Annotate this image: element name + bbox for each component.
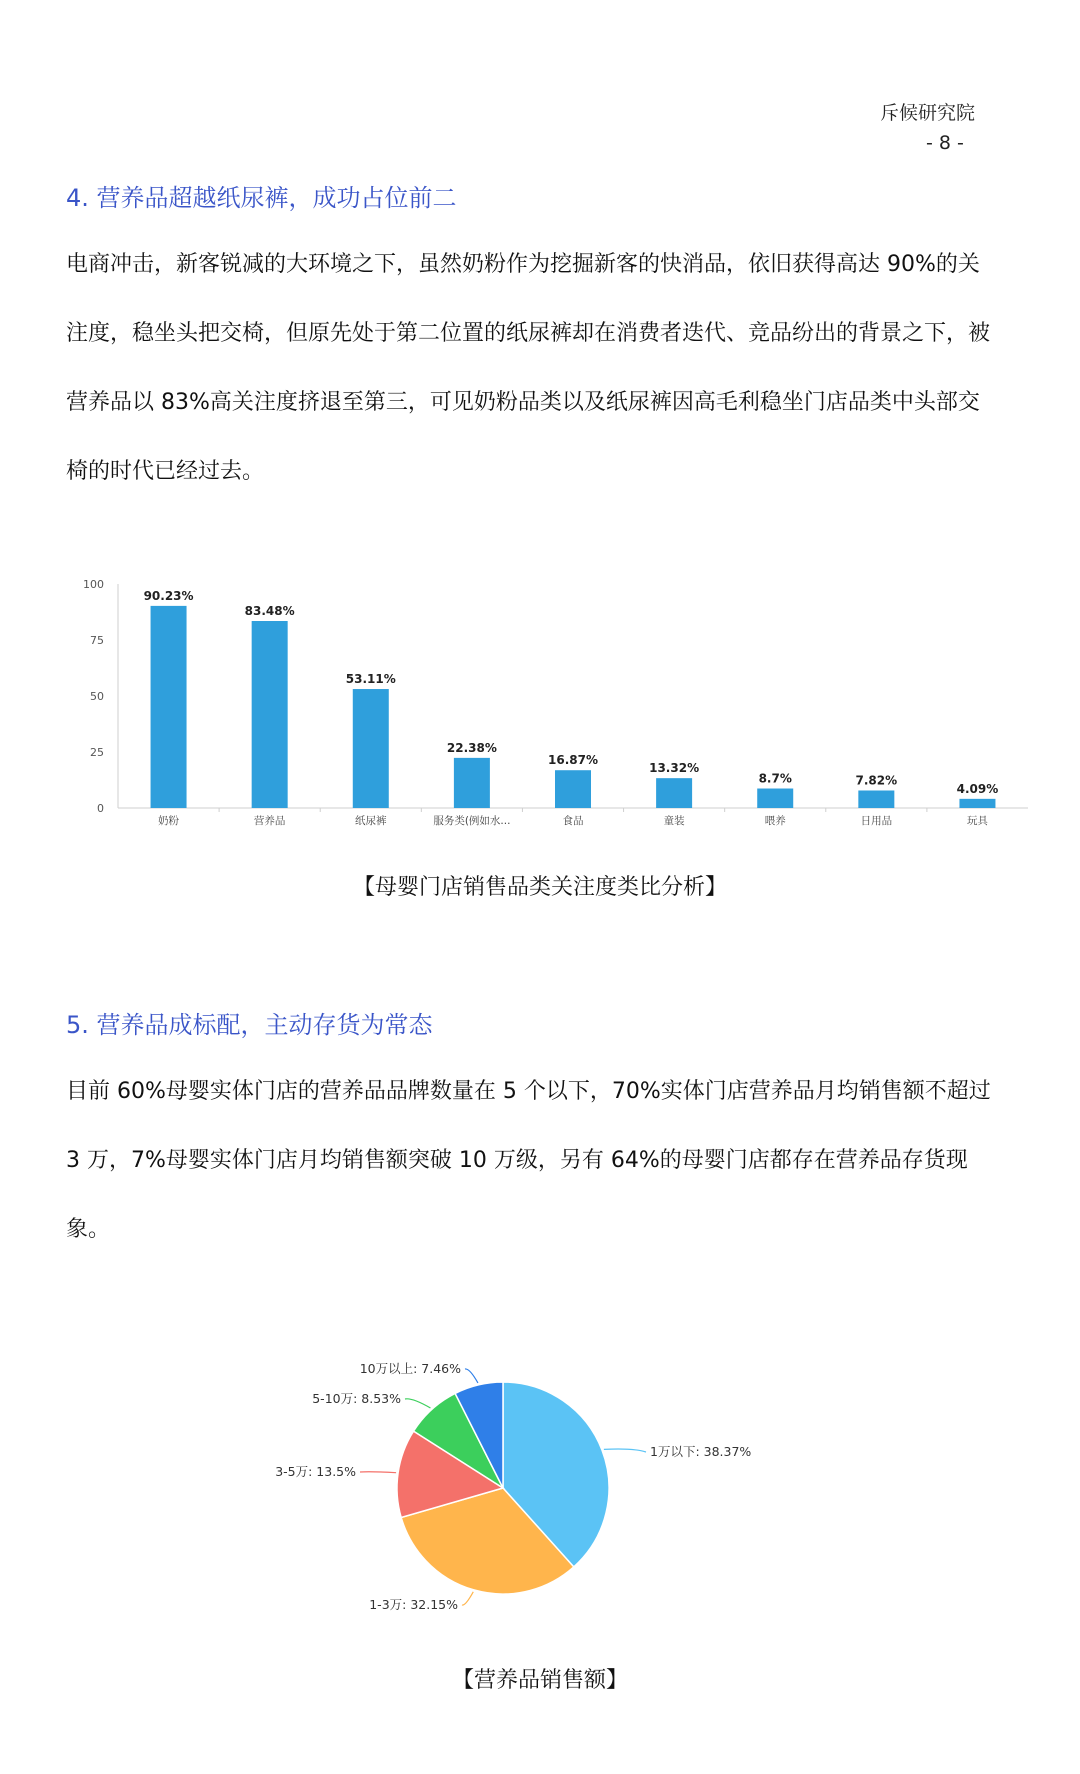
x-tick-label: 玩具 (966, 815, 988, 827)
pie-leader-line (465, 1369, 478, 1383)
bar-value-label: 7.82% (855, 773, 898, 788)
bar (454, 758, 490, 808)
section-4-title: 4. 营养品超越纸尿裤，成功占位前二 (66, 184, 457, 212)
x-tick-label: 食品 (562, 815, 584, 827)
bar (353, 689, 389, 808)
x-tick-label: 童装 (663, 815, 685, 827)
bar (757, 789, 793, 808)
bar-value-label: 90.23% (143, 588, 194, 603)
pie-slice-label: 10万以上: 7.46% (359, 1361, 461, 1376)
bar (858, 790, 894, 808)
bar-value-label: 83.48% (244, 604, 295, 619)
x-tick-label: 喂养 (764, 815, 786, 827)
x-tick-label: 服务类(例如水... (433, 815, 511, 827)
bar-value-label: 53.11% (345, 672, 396, 687)
bar-value-label: 8.7% (758, 771, 792, 786)
pie-leader-line (462, 1592, 473, 1605)
y-tick-label: 75 (90, 634, 104, 647)
y-tick-label: 0 (97, 802, 104, 815)
x-tick-label: 奶粉 (158, 815, 180, 827)
bar-value-label: 4.09% (956, 781, 999, 796)
pie-chart (0, 1340, 1080, 1640)
pie-chart-caption: 【营养品销售额】 (451, 1668, 628, 1693)
bar-chart-caption: 【母婴门店销售品类关注度类比分析】 (352, 875, 727, 900)
section-5-title: 5. 营养品成标配，主动存货为常态 (66, 1011, 433, 1039)
bar-chart (0, 570, 1080, 850)
x-tick-label: 日用品 (860, 815, 893, 827)
bar-value-label: 13.32% (649, 761, 700, 776)
pie-slice-label: 1-3万: 32.15% (369, 1597, 458, 1612)
bar-value-label: 22.38% (446, 740, 497, 755)
y-tick-label: 25 (90, 746, 104, 759)
section-5-paragraph: 目前 60%母婴实体门店的营养品品牌数量在 5 个以下，70%实体门店营养品月均销售额不超过 3 万，7%母婴实体门店月均销售额突破 10 万级，另有 64%的母婴门店都存在营养品存货现象。 (66, 1079, 991, 1242)
pie-leader-line (360, 1472, 396, 1473)
page-number: - 8 - (926, 132, 964, 154)
section-4-paragraph: 电商冲击，新客锐减的大环境之下，虽然奶粉作为挖掘新客的快消品，依旧获得高达 90%的关注度，稳坐头把交椅，但原先处于第二位置的纸尿裤却在消费者迭代、竞品纷出的背景之下，被营养品以 83%高关注度挤退至第三，可见奶粉品类以及纸尿裤因高毛利稳坐门店品类中头部交椅的时代已经过去。 (66, 252, 991, 484)
pie-leader-line (604, 1449, 646, 1452)
x-tick-label: 营养品 (253, 815, 286, 827)
bar (656, 778, 692, 808)
pie-leader-line (405, 1399, 430, 1408)
bar-value-label: 16.87% (548, 753, 598, 768)
pie-slice-label: 3-5万: 13.5% (275, 1464, 356, 1479)
bar (151, 606, 187, 808)
y-tick-label: 50 (90, 690, 104, 703)
bar (959, 799, 995, 808)
bar (555, 770, 591, 808)
header-org: 斥候研究院 (880, 102, 976, 124)
pie-slice-label: 5-10万: 8.53% (312, 1391, 401, 1406)
y-tick-label: 100 (83, 578, 104, 591)
bar (252, 621, 288, 808)
x-tick-label: 纸尿裤 (355, 815, 387, 827)
pie-slice-label: 1万以下: 38.37% (650, 1444, 752, 1459)
